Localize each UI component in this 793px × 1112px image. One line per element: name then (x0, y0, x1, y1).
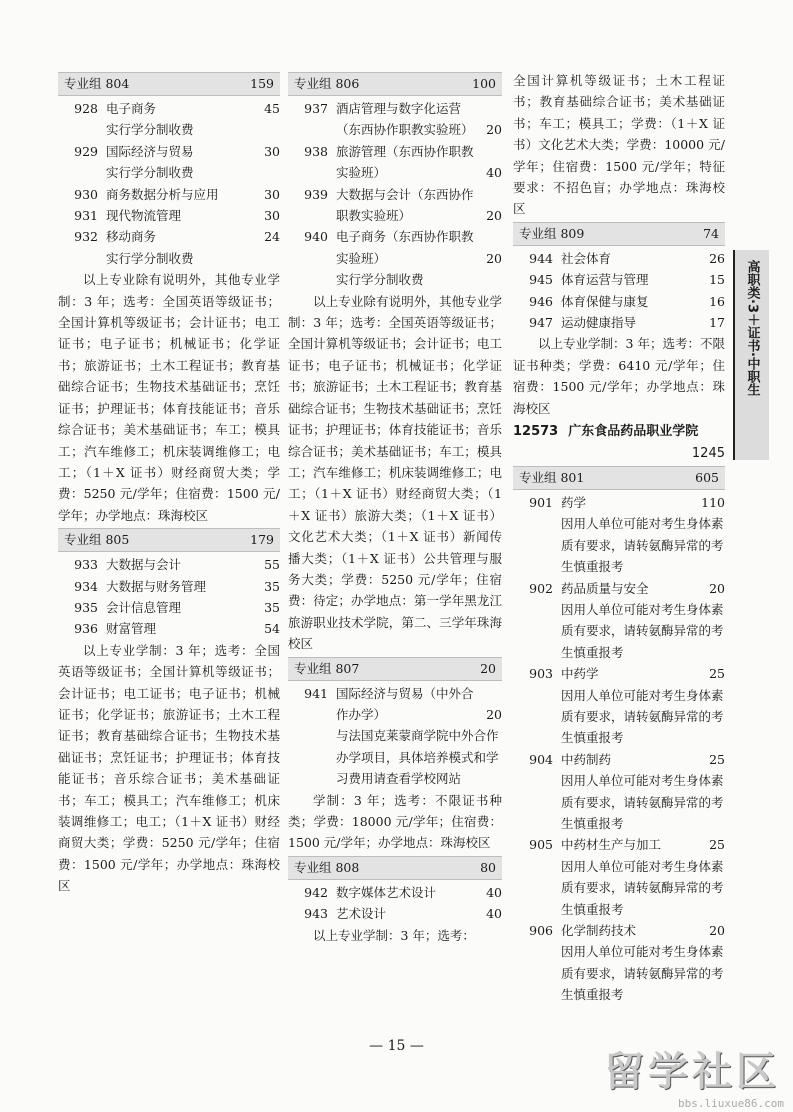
program-note: 实行学分制收费 (106, 165, 194, 181)
group-809-description: 以上专业学制：3 年；选考：不限证书种类；学费：6410 元/学年；住宿费：1500 元/学年；办学地点：珠海校区 (513, 336, 725, 416)
program-name: 药学 (561, 494, 587, 510)
program-quota: 55 (264, 557, 280, 573)
program-note: 因用人单位可能对考生身体素质有要求，请转氨酶异常的考生慎重报考 (561, 944, 724, 1003)
group-label: 专业组 804 (64, 76, 130, 91)
program-code: 932 (74, 229, 98, 245)
watermark-url: bbs.liuxue86.com (678, 1097, 784, 1110)
program-code: 933 (74, 557, 98, 573)
program-note: 因用人单位可能对考生身体素质有要求，请转氨酶异常的考生慎重报考 (561, 773, 724, 831)
program-930 (58, 184, 280, 205)
group-808-description: 以上专业学制：3 年；选考： (313, 927, 475, 943)
program-quota: 30 (264, 186, 280, 202)
program-quota: 20 (486, 706, 502, 722)
column-3 (513, 70, 725, 1006)
program-name: 国际经济与贸易（中外合作办学） (336, 685, 474, 722)
group-label: 专业组 806 (294, 76, 360, 91)
program-code: 945 (529, 272, 553, 288)
group-805-description: 以上专业学制：3 年；选考：全国英语等级证书；全国计算机等级证书；会计证书；电工证书；电子证书；机械证书；化学证书；旅游证书；土木工程证书；教育基础综合证书；生物技术基础证书；烹饪证书；护理证书；体育技能证书；音乐综合证书；美术基础证书；车工；模具工；汽车维修工；机床装调维修工；电工；（1＋X 证书）财经商贸大类；学费：5250 元/学年；住宿费：1500 元/学年；办学地点：珠海校区 (58, 642, 280, 894)
program-quota: 40 (486, 165, 502, 181)
program-936 (58, 618, 280, 639)
program-name: 会计信息管理 (106, 599, 182, 615)
program-name: 大数据与财务管理 (106, 578, 207, 594)
program-904 (513, 749, 725, 835)
program-946 (513, 291, 725, 312)
group-806-description: 以上专业除有说明外，其他专业学制：3 年；选考：全国英语等级证书；全国计算机等级证书；会计证书；电工证书；电子证书；机械证书；化学证书；旅游证书；土木工程证书；教育基础综合证书；生物技术基础证书；烹饪证书；护理证书；体育技能证书；音乐综合证书；美术基础证书；车工；模具工；汽车维修工；机床装调维修工；电工；（1＋X 证书）财经商贸大类；（1＋X 证书）旅游大类；（1＋X 证书）文化艺术大类；（1＋X 证书）新闻传播大类；（1＋X 证书）公共管理与服务大类；学费：5250 元/学年；住宿费：待定；办学地点：第一学年黑龙江旅游职业技术学院，第二、三学年珠海校区 (288, 293, 502, 652)
group-label: 专业组 801 (519, 469, 585, 485)
program-quota: 20 (486, 250, 502, 266)
watermark-logo-text: 留学社区 (604, 1049, 780, 1095)
program-quota: 45 (264, 101, 280, 116)
group-804-description: 以上专业除有说明外，其他专业学制：3 年；选考：全国英语等级证书；全国计算机等级证书；会计证书；电工证书；电子证书；机械证书；化学证书；旅游证书；土木工程证书；教育基础综合证书；生物技术基础证书；烹饪证书；护理证书；体育技能证书；音乐综合证书；美术基础证书；车工；模具工；汽车维修工；机床装调维修工；电工；（1＋X 证书）财经商贸大类；学费：5250 元/学年；住宿费：1500 元/学年；办学地点：珠海校区 (58, 272, 280, 523)
program-quota: 17 (709, 315, 725, 331)
program-note: 因用人单位可能对考生身体素质有要求，请转氨酶异常的考生慎重报考 (561, 858, 724, 917)
program-934 (58, 576, 280, 597)
program-939 (288, 184, 502, 227)
school-name: 广东食品药品职业学院 (568, 424, 699, 440)
program-code: 943 (304, 906, 328, 922)
program-note: 因用人单位可能对考生身体素质有要求，请转氨酶异常的考生慎重报考 (561, 687, 724, 746)
group-total: 20 (480, 660, 496, 676)
program-941 (288, 683, 502, 726)
program-quota: 40 (486, 884, 502, 900)
group-header-807 (288, 657, 502, 681)
program-quota: 35 (264, 599, 280, 615)
program-name: 数字媒体艺术设计 (336, 884, 437, 900)
program-quota: 30 (264, 143, 280, 159)
program-code: 929 (74, 143, 98, 159)
program-code: 906 (529, 923, 553, 939)
program-quota: 20 (486, 122, 502, 138)
program-929 (58, 141, 280, 184)
program-943 (288, 903, 502, 924)
group-header-809 (513, 222, 725, 246)
program-name: 中药制药 (561, 751, 612, 767)
watermark (604, 1040, 784, 1110)
program-code: 944 (529, 250, 553, 266)
program-name: 旅游管理（东西协作职教实验班） (336, 143, 474, 181)
program-name: 现代物流管理 (106, 208, 182, 224)
program-code: 934 (74, 578, 98, 594)
program-code: 939 (304, 186, 328, 202)
program-note: 实行学分制收费 (106, 122, 194, 138)
program-933 (58, 554, 280, 575)
program-938 (288, 141, 502, 184)
page-number: — 15 — (369, 1038, 424, 1054)
program-code: 935 (74, 599, 98, 615)
program-quota: 35 (264, 578, 280, 594)
program-901 (513, 492, 725, 578)
program-932 (58, 226, 280, 269)
column-1 (58, 70, 280, 897)
school-code: 12573 (513, 424, 559, 440)
program-note: 与法国克莱蒙商学院中外合作办学项目，具体培养模式和学习费用请查看学校网站 (336, 728, 499, 787)
program-code: 946 (529, 293, 553, 309)
school-total: 1245 (691, 445, 725, 461)
group-total: 74 (703, 225, 719, 241)
program-name: 国际经济与贸易 (106, 143, 194, 159)
program-931 (58, 205, 280, 226)
program-name: 艺术设计 (336, 906, 387, 922)
program-name: 商务数据分析与应用 (106, 186, 219, 202)
group-total: 80 (480, 859, 496, 875)
program-code: 937 (304, 101, 328, 116)
program-947 (513, 312, 725, 333)
program-928 (58, 98, 280, 141)
program-quota: 25 (709, 666, 725, 682)
program-code: 901 (529, 494, 553, 510)
program-quota: 20 (486, 208, 502, 224)
program-940 (288, 226, 502, 290)
group-total: 159 (250, 76, 274, 91)
program-code: 928 (74, 101, 98, 116)
group-header-801 (513, 466, 725, 490)
school-heading (513, 421, 725, 442)
program-code: 905 (529, 837, 553, 853)
program-quota: 15 (709, 272, 725, 288)
program-name: 运动健康指导 (561, 315, 637, 331)
program-quota: 25 (709, 837, 725, 853)
program-quota: 20 (709, 923, 725, 939)
program-quota: 54 (264, 621, 280, 637)
program-code: 931 (74, 208, 98, 224)
program-quota: 25 (709, 751, 725, 767)
program-note: 因用人单位可能对考生身体素质有要求，请转氨酶异常的考生慎重报考 (561, 601, 724, 660)
program-name: 药品质量与安全 (561, 580, 649, 596)
program-name: 电子商务 (106, 101, 157, 116)
program-903 (513, 663, 725, 749)
program-902 (513, 578, 725, 664)
program-name: 酒店管理与数字化运营（东西协作职教实验班） (336, 101, 474, 138)
program-code: 904 (529, 751, 553, 767)
group-header-805 (58, 528, 280, 552)
group-header-808 (288, 856, 502, 880)
program-name: 体育运营与管理 (561, 272, 649, 288)
program-code: 902 (529, 580, 553, 596)
group-header-804 (58, 72, 280, 96)
program-quota: 20 (709, 580, 725, 596)
program-code: 930 (74, 186, 98, 202)
program-code: 942 (304, 884, 328, 900)
group-label: 专业组 808 (294, 859, 360, 875)
side-tab-label: 高职类·3＋证书·中职生 (744, 260, 760, 396)
column-2 (288, 70, 502, 946)
section-side-tab (733, 250, 769, 460)
program-quota: 110 (701, 494, 725, 510)
program-906 (513, 920, 725, 1006)
program-quota: 26 (709, 250, 725, 266)
program-944 (513, 248, 725, 269)
program-942 (288, 882, 502, 903)
group-label: 专业组 809 (519, 225, 585, 241)
program-name: 中药学 (561, 666, 599, 682)
program-code: 903 (529, 666, 553, 682)
program-note: 实行学分制收费 (336, 272, 424, 288)
group-header-806 (288, 72, 502, 96)
group-total: 100 (472, 76, 496, 91)
program-note: 实行学分制收费 (106, 250, 194, 266)
program-name: 移动商务 (106, 229, 157, 245)
group-808-description-cont: 全国计算机等级证书；土木工程证书；教育基础综合证书；美术基础证书；车工；模具工；学费：（1＋X 证书）文化艺术大类；学费：10000 元/学年；住宿费：1500 元/学年；特征要求：不招色盲；办学地点：珠海校区 (513, 73, 725, 217)
program-code: 947 (529, 315, 553, 331)
program-name: 大数据与会计 (106, 557, 182, 573)
program-name: 化学制药技术 (561, 923, 637, 939)
program-name: 中药材生产与加工 (561, 837, 662, 853)
program-code: 941 (304, 685, 328, 701)
group-label: 专业组 805 (64, 532, 130, 548)
program-code: 940 (304, 229, 328, 245)
program-905 (513, 834, 725, 920)
group-total: 605 (695, 469, 719, 485)
group-total: 179 (250, 532, 274, 548)
program-quota: 24 (264, 229, 280, 245)
program-code: 938 (304, 143, 328, 159)
program-quota: 40 (486, 906, 502, 922)
program-937 (288, 98, 502, 141)
program-name: 财富管理 (106, 621, 157, 637)
program-935 (58, 597, 280, 618)
program-name: 大数据与会计（东西协作职教实验班） (336, 186, 474, 224)
program-quota: 30 (264, 208, 280, 224)
program-945 (513, 269, 725, 290)
group-label: 专业组 807 (294, 660, 360, 676)
program-name: 社会体育 (561, 250, 612, 266)
program-code: 936 (74, 621, 98, 637)
program-quota: 16 (709, 293, 725, 309)
group-807-description: 学制：3 年；选考：不限证书种类；学费：18000 元/学年；住宿费：1500 元/学年；办学地点：珠海校区 (288, 792, 502, 851)
program-note: 因用人单位可能对考生身体素质有要求，请转氨酶异常的考生慎重报考 (561, 516, 724, 575)
program-name: 电子商务（东西协作职教实验班） (336, 229, 474, 266)
program-name: 体育保健与康复 (561, 293, 649, 309)
